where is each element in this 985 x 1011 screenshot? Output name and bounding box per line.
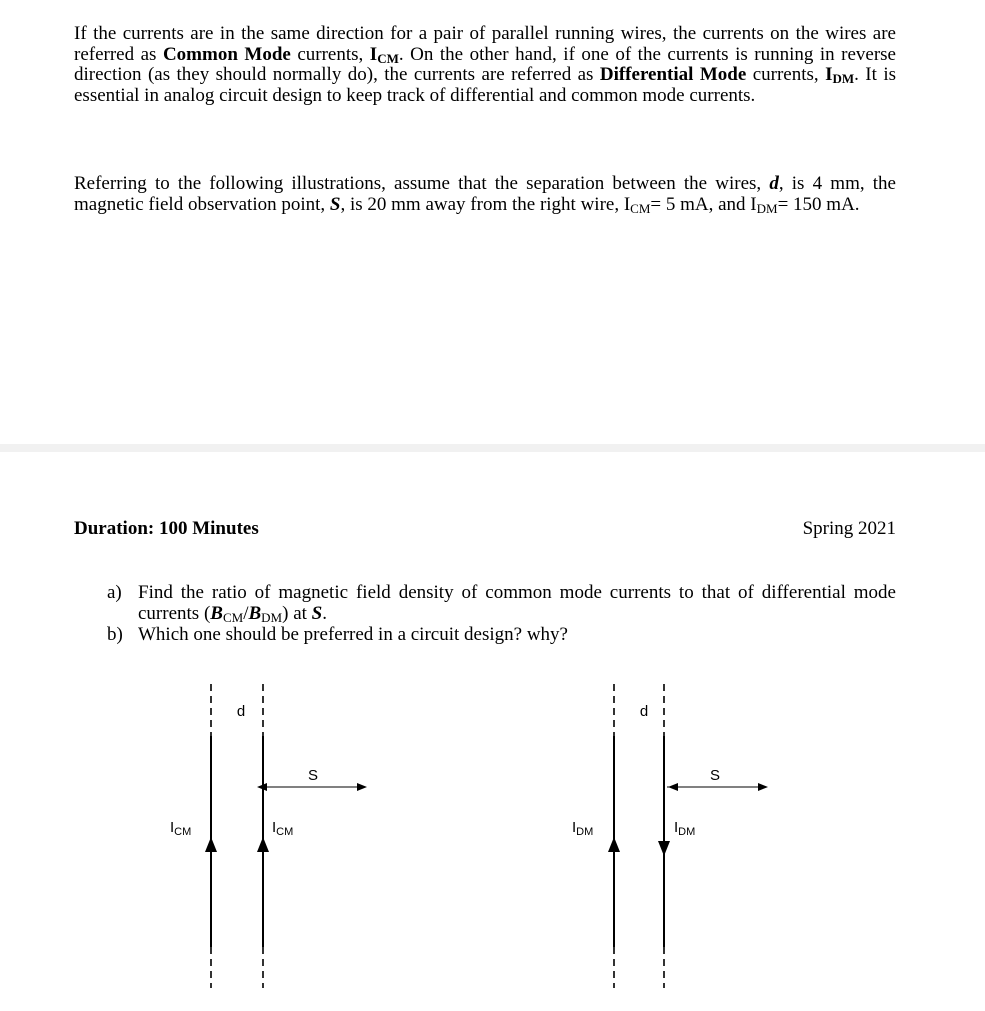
common-mode-diagram [170,684,367,988]
arrow-up-icon [257,837,269,852]
given-paragraph: Referring to the following illustrations, assume that the separation between the wires, d, is 4 mm, the magnetic field observation point, S, is 20 mm away from the right wire, $I_{CM}= 5$ mA, and $I_{DM}= 150$ mA. [74,173,896,216]
common-mode-term: Common Mode [162,43,291,65]
arrow-up-icon [608,837,620,852]
question-a: a) Find the ratio of magnetic field density of common mode currents to that of differential mode currents $(B_{CM}/B_{DM})$ at S. [107,582,896,625]
icm-left-label: $I_{CM}$ [170,819,192,838]
differential-mode-term: Differential Mode [599,64,747,85]
idm-right-label: $I_{DM}$ [674,819,696,838]
semester-label: Spring 2021 [802,518,896,539]
icm-symbol: $I_{CM}$ [369,43,399,66]
double-arrow-icon [357,783,367,791]
arrow-down-icon [658,841,670,856]
question-b: b) Which one should be preferred in a circuit design? why? [107,624,568,645]
duration-label: Duration: 100 Minutes [74,518,259,539]
wire-illustrations [0,680,985,990]
idm-left-label: $I_{DM}$ [572,819,594,838]
double-arrow-icon [758,783,768,791]
differential-mode-diagram [572,684,768,988]
s-label: S [709,767,721,784]
intro-paragraph: If the currents are in the same direction for a pair of parallel running wires, the currents on the wires are referred as Common Mode currents, $I_{CM}$. On the other hand, if one of the currents is running in reverse direction (as they should normally do), the currents are referred as Differential Mode currents, $I_{DM}$. It is essential in analog circuit design to keep track of differential and common mode currents. [74,23,897,106]
page-separator [0,444,985,452]
d-label: d [639,703,649,720]
s-label: S [307,767,319,784]
question-list [107,582,896,645]
arrow-up-icon [205,837,217,852]
idm-symbol: $I_{DM}$ [825,64,855,86]
s-symbol: S [329,193,341,215]
d-label: d [236,703,246,720]
double-arrow-icon [668,783,678,791]
icm-right-label: $I_{CM}$ [272,819,294,838]
d-symbol: d [769,173,779,194]
